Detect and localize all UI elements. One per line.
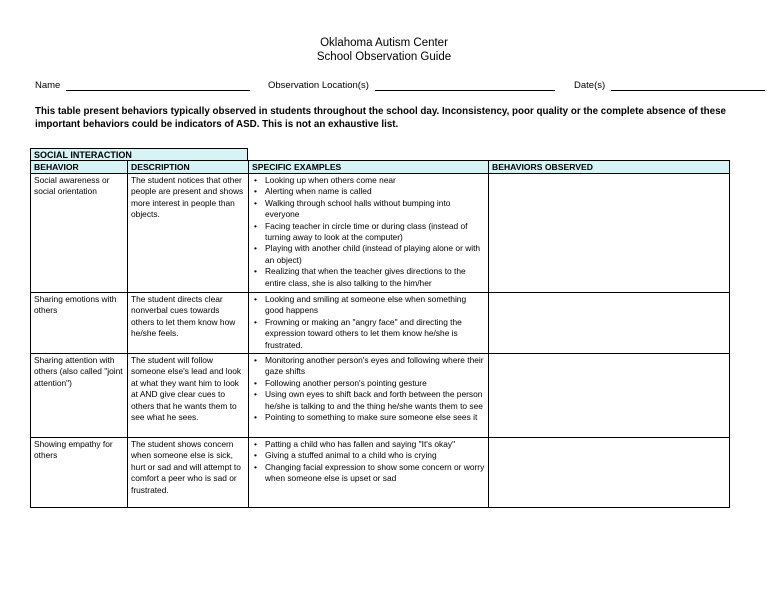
- table-header-row: [31, 161, 730, 174]
- location-field: [268, 80, 555, 91]
- behavior-cell: Sharing attention with others (also called "joint attention"): [31, 354, 128, 438]
- observed-cell[interactable]: [489, 174, 730, 293]
- example-item: • Looking up when others come near: [252, 175, 485, 186]
- description-cell: The student directs clear nonverbal cues towards others to let them know how he/she feels.: [128, 293, 249, 354]
- examples-cell: [249, 293, 489, 354]
- example-item: • Following another person's pointing gesture: [252, 378, 485, 389]
- table-row: [31, 174, 730, 293]
- example-item: • Pointing to something to make sure someone else sees it: [252, 412, 485, 423]
- column-header-examples: SPECIFIC EXAMPLES: [249, 161, 489, 174]
- observed-cell[interactable]: [489, 438, 730, 508]
- example-item: • Patting a child who has fallen and saying "It's okay": [252, 439, 485, 450]
- observed-cell[interactable]: [489, 293, 730, 354]
- date-label: Date(s): [574, 80, 606, 91]
- examples-cell: [249, 438, 489, 508]
- table-row: [31, 354, 730, 438]
- examples-cell: [249, 354, 489, 438]
- column-header-description: DESCRIPTION: [128, 161, 249, 174]
- location-blank-line: [375, 80, 555, 91]
- example-item: • Alerting when name is called: [252, 186, 485, 197]
- example-item: • Realizing that when the teacher gives directions to the entire class, she is also talking to the him/her: [252, 266, 485, 289]
- example-item: • Facing teacher in circle time or during class (instead of turning away to look at the computer): [252, 221, 485, 244]
- section-header: SOCIAL INTERACTION: [30, 148, 248, 160]
- observation-table: [30, 160, 730, 508]
- date-field: [574, 80, 765, 91]
- intro-paragraph: This table present behaviors typically observed in students throughout the school day. Inconsistency, poor quality or the complete absence of these important behaviors could be indicators of ASD. This is not an exhaustive list.: [35, 106, 727, 130]
- column-header-observed: BEHAVIORS OBSERVED: [489, 161, 730, 174]
- example-item: • Giving a stuffed animal to a child who is crying: [252, 450, 485, 461]
- behavior-cell: Showing empathy for others: [31, 438, 128, 508]
- example-item: • Monitoring another person's eyes and following where their gaze shifts: [252, 355, 485, 378]
- example-item: • Using own eyes to shift back and forth between the person he/she is talking to and the thing he/she wants them to see: [252, 389, 485, 412]
- description-cell: The student notices that other people are present and shows more interest in people than objects.: [128, 174, 249, 293]
- example-item: • Looking and smiling at someone else when something good happens: [252, 294, 485, 317]
- document-title: Oklahoma Autism Center: [320, 37, 448, 49]
- location-label: Observation Location(s): [268, 80, 369, 91]
- name-label: Name: [35, 80, 61, 91]
- behavior-cell: Social awareness or social orientation: [31, 174, 128, 293]
- description-cell: The student shows concern when someone else is sick, hurt or sad and will attempt to comfort a peer who is sad or frustrated.: [128, 438, 249, 508]
- example-item: • Playing with another child (instead of playing alone or with an object): [252, 243, 485, 266]
- behavior-cell: Sharing emotions with others: [31, 293, 128, 354]
- observed-cell[interactable]: [489, 354, 730, 438]
- name-blank-line: [66, 80, 250, 91]
- example-item: • Walking through school halls without bumping into everyone: [252, 198, 485, 221]
- name-field: [35, 80, 250, 91]
- examples-cell: [249, 174, 489, 293]
- column-header-behavior: BEHAVIOR: [31, 161, 128, 174]
- table-row: [31, 293, 730, 354]
- date-blank-line: [611, 80, 765, 91]
- example-item: • Changing facial expression to show some concern or worry when someone else is upset or sad: [252, 462, 485, 485]
- description-cell: The student will follow someone else's lead and look at what they want him to look at AND give clear cues to others that he wants them to see what he sees.: [128, 354, 249, 438]
- table-row: [31, 438, 730, 508]
- example-item: • Frowning or making an "angry face" and directing the expression toward others to let them know he/she is frustrated.: [252, 317, 485, 351]
- document-subtitle: School Observation Guide: [316, 51, 452, 63]
